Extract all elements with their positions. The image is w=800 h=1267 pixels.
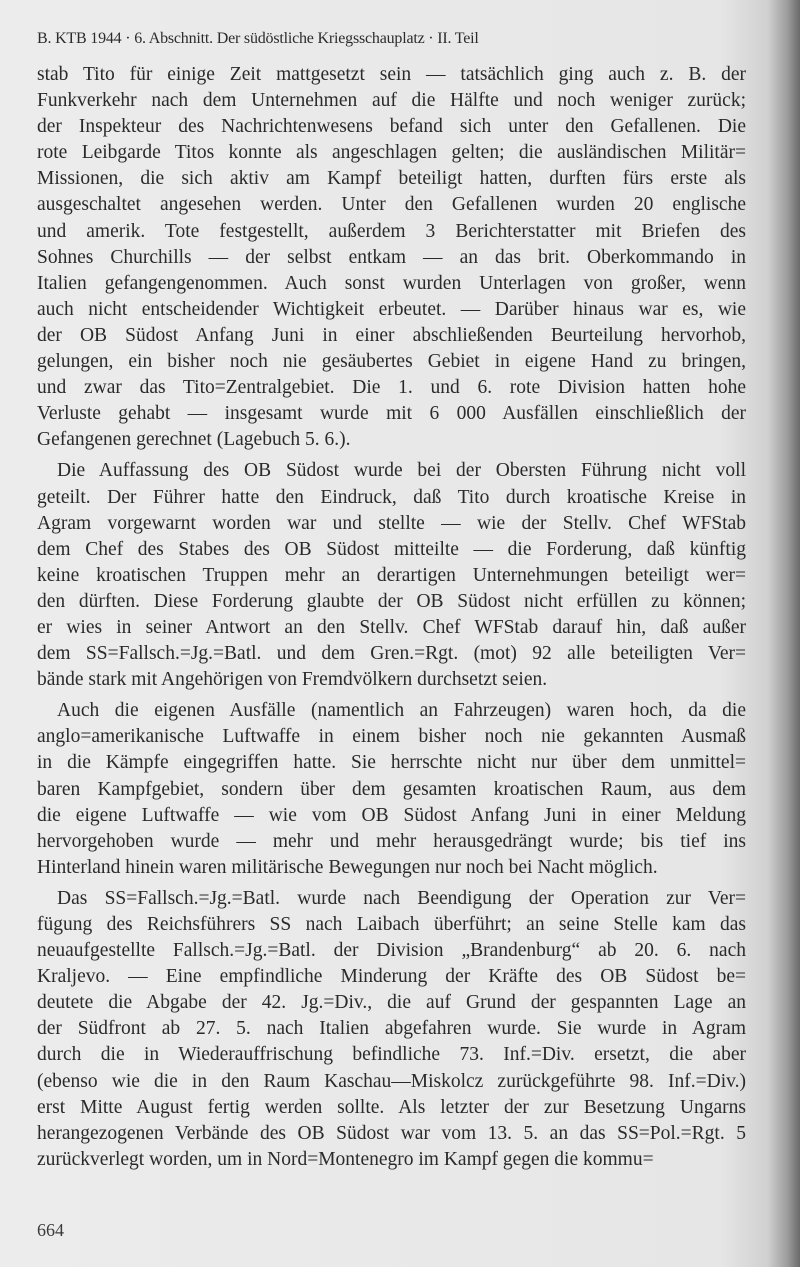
text-line: in die Kämpfe eingegriffen hatte. Sie herrschte nicht nur über dem unmittel=: [37, 752, 746, 774]
text-line: die eigene Luftwaffe — wie vom OB Südost Anfang Juni in einer Meldung: [37, 804, 746, 826]
text-line: Kraljevo. — Eine empfindliche Minderung der Kräfte des OB Südost be=: [37, 966, 746, 988]
text-line: er wies in seiner Antwort an den Stellv. Chef WFStab darauf hin, daß außer: [37, 616, 746, 638]
body-text: [37, 62, 746, 1178]
text-line: hervorgehoben wurde — mehr und mehr herausgedrängt wurde; bis tief ins: [37, 830, 746, 852]
text-line: rote Leibgarde Titos konnte als angeschlagen gelten; die ausländischen Militär=: [37, 142, 746, 164]
text-line: den dürften. Diese Forderung glaubte der OB Südost nicht erfüllen zu können;: [37, 590, 746, 612]
text-line: keine kroatischen Truppen mehr an derartigen Unternehmungen beteiligt wer=: [37, 564, 746, 586]
text-line: dem Chef des Stabes des OB Südost mitteilte — die Forderung, daß künftig: [37, 538, 746, 560]
text-line: baren Kampfgebiet, sondern über dem gesamten kroatischen Raum, aus dem: [37, 778, 746, 800]
paragraph: [37, 698, 746, 881]
text-line: bände stark mit Angehörigen von Fremdvölkern durchsetzt seien.: [37, 669, 548, 691]
text-line: Die Auffassung des OB Südost wurde bei der Obersten Führung nicht voll: [57, 460, 746, 482]
paragraph: [37, 886, 746, 1173]
text-line: erst Mitte August fertig werden sollte. Als letzter der zur Besetzung Ungarns: [37, 1096, 746, 1118]
text-line: Missionen, die sich aktiv am Kampf beteiligt hatten, durften fürs erste als: [37, 168, 746, 190]
text-line: und zwar das Tito=Zentralgebiet. Die 1. und 6. rote Division hatten hohe: [37, 377, 746, 399]
running-header: B. KTB 1944 · 6. Abschnitt. Der südöstliche Kriegsschauplatz · II. Teil: [37, 30, 479, 47]
text-line: neuaufgestellte Fallsch.=Jg.=Batl. der Division „Brandenburg“ ab 20. 6. nach: [37, 940, 746, 962]
text-line: und amerik. Tote festgestellt, außerdem 3 Berichterstatter mit Briefen des: [37, 220, 746, 242]
text-line: deutete die Abgabe der 42. Jg.=Div., die auf Grund der gespannten Lage an: [37, 992, 746, 1014]
text-line: dem SS=Fallsch.=Jg.=Batl. und dem Gren.=Rgt. (mot) 92 alle beteiligten Ver=: [37, 643, 746, 665]
text-line: Gefangenen gerechnet (Lagebuch 5. 6.).: [37, 429, 351, 451]
text-line: Funkverkehr nach dem Unternehmen auf die Hälfte und noch weniger zurück;: [37, 90, 746, 112]
text-line: zurückverlegt worden, um in Nord=Montenegro im Kampf gegen die kommu=: [37, 1148, 654, 1170]
text-line: geteilt. Der Führer hatte den Eindruck, daß Tito durch kroatische Kreise in: [37, 486, 746, 508]
page-number: 664: [37, 1220, 64, 1240]
text-line: Verluste gehabt — insgesamt wurde mit 6 000 Ausfällen einschließlich der: [37, 403, 746, 425]
text-line: (ebenso wie die in den Raum Kaschau—Miskolcz zurückgeführte 98. Inf.=Div.): [37, 1070, 746, 1092]
text-line: Das SS=Fallsch.=Jg.=Batl. wurde nach Beendigung der Operation zur Ver=: [57, 887, 746, 909]
paragraph: [37, 62, 746, 453]
text-line: Auch die eigenen Ausfälle (namentlich an Fahrzeugen) waren hoch, da die: [57, 700, 746, 722]
text-line: stab Tito für einige Zeit mattgesetzt sein — tatsächlich ging auch z. B. der: [37, 64, 746, 85]
text-line: anglo=amerikanische Luftwaffe in einem bisher noch nie gekannten Ausmaß: [37, 726, 746, 748]
paragraph: [37, 458, 746, 693]
text-line: gelungen, ein bisher noch nie gesäubertes Gebiet in eigene Hand zu bringen,: [37, 351, 746, 373]
text-line: der Südfront ab 27. 5. nach Italien abgefahren wurde. Sie wurde in Agram: [37, 1018, 746, 1040]
text-line: der Inspekteur des Nachrichtenwesens befand sich unter den Gefallenen. Die: [37, 116, 746, 138]
text-line: auch nicht entscheidender Wichtigkeit erbeutet. — Darüber hinaus war es, wie: [37, 298, 746, 320]
text-line: durch die in Wiederauffrischung befindliche 73. Inf.=Div. ersetzt, die aber: [37, 1044, 746, 1066]
text-line: fügung des Reichsführers SS nach Laibach überführt; an seine Stelle kam das: [37, 914, 746, 935]
text-line: ausgeschaltet angesehen werden. Unter den Gefallenen wurden 20 englische: [37, 194, 746, 216]
text-line: der OB Südost Anfang Juni in einer abschließenden Beurteilung hervorhob,: [37, 324, 746, 346]
text-line: Agram vorgewarnt worden war und stellte — wie der Stellv. Chef WFStab: [37, 512, 746, 534]
text-line: Sohnes Churchills — der selbst entkam — an das brit. Oberkommando in: [37, 246, 746, 268]
text-line: Hinterland hinein waren militärische Bewegungen nur noch bei Nacht möglich.: [37, 856, 658, 878]
text-line: Italien gefangengenommen. Auch sonst wurden Unterlagen von großer, wenn: [37, 272, 746, 294]
text-line: herangezogenen Verbände des OB Südost war vom 13. 5. an das SS=Pol.=Rgt. 5: [37, 1122, 746, 1144]
